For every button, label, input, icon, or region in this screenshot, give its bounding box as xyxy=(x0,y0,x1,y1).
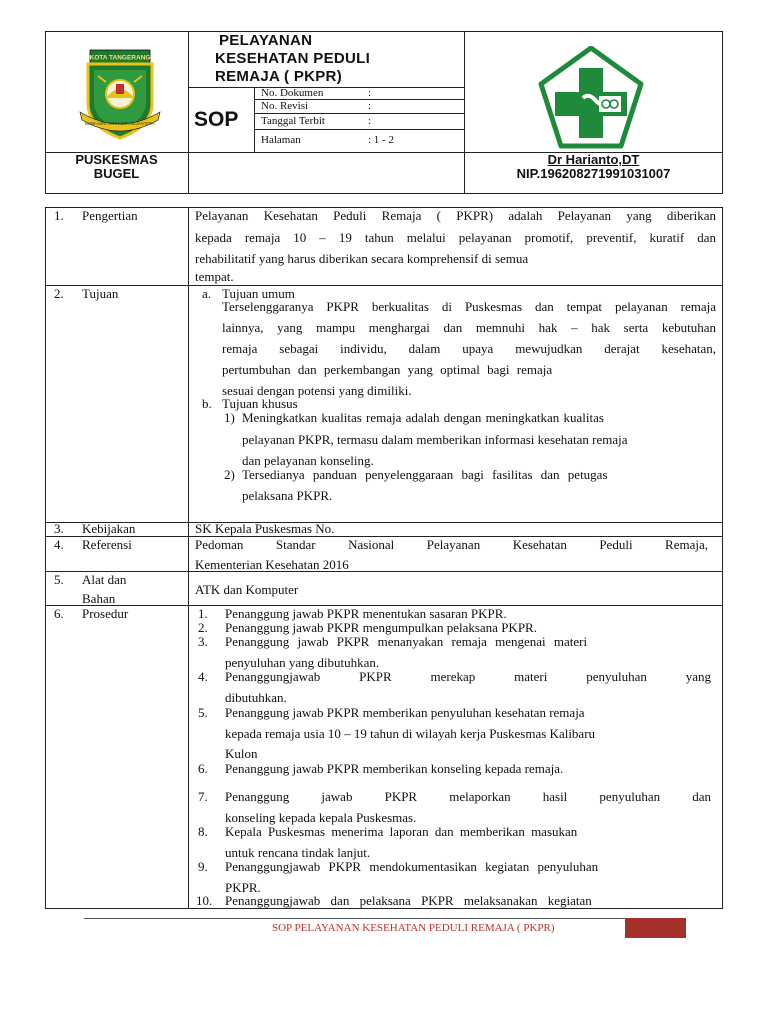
sop-label: SOP xyxy=(194,108,239,131)
step-number: 8. xyxy=(198,824,208,839)
signatory xyxy=(465,153,722,181)
section-text-line: Pedoman Standar Nasional Pelayanan Kesehatan Peduli Remaja, xyxy=(195,537,708,552)
section-title: Tujuan xyxy=(82,286,119,301)
section-text-line: lainnya, yang mampu menghargai dan memnuhi hak – hak serta kebutuhan xyxy=(222,320,716,335)
step-line: Kulon xyxy=(225,746,258,761)
section-text-line: tempat. xyxy=(195,269,234,284)
section-text-line: Kementerian Kesehatan 2016 xyxy=(195,557,349,572)
doc-field-label: Halaman xyxy=(261,134,301,146)
doc-field-value: : 1 - 2 xyxy=(368,134,394,146)
step-number: 5. xyxy=(198,705,208,720)
step-line: Kepala Puskesmas menerima laporan dan memberikan masukan xyxy=(225,824,578,839)
step-number: 1. xyxy=(198,606,208,621)
section-title-line: Alat dan xyxy=(82,572,127,587)
section-text: SK Kepala Puskesmas No. xyxy=(195,521,335,536)
doc-field-label: No. Revisi xyxy=(261,100,309,112)
list-item-line: Meningkatkan kualitas remaja adalah dengan meningkatkan kualitas xyxy=(242,410,604,425)
step-line: Penanggungjawab PKPR merekap materi penyuluhan yang xyxy=(225,669,711,684)
list-item-number: 2) xyxy=(224,467,235,482)
list-item-line: Tersedianya panduan penyelenggaraan bagi fasilitas dan petugas xyxy=(242,467,608,482)
step-line: PKPR. xyxy=(225,880,261,895)
section-title: Pengertian xyxy=(82,208,138,223)
org-name xyxy=(45,153,188,181)
doc-field-label: No. Dokumen xyxy=(261,87,324,99)
doc-field-value: : xyxy=(368,87,372,99)
list-item-line: pelayanan PKPR, termasu dalam memberikan informasi kesehatan remaja xyxy=(242,432,628,447)
doc-field-value: : xyxy=(368,100,372,112)
step-number: 2. xyxy=(198,620,208,635)
subsection-label: a. xyxy=(202,286,212,301)
step-line: dibutuhkan. xyxy=(225,690,287,705)
section-number: 4. xyxy=(54,537,64,552)
step-number: 9. xyxy=(198,859,208,874)
step-number: 3. xyxy=(198,634,208,649)
doc-field-label: Tanggal Terbit xyxy=(261,115,325,127)
step-line: konseling kepada kepala Puskesmas. xyxy=(225,810,417,825)
section-title: Referensi xyxy=(82,537,132,552)
org-name-line: BUGEL xyxy=(93,166,140,181)
kota-tangerang-seal-icon xyxy=(72,46,168,142)
section-number: 5. xyxy=(54,572,64,587)
document-title xyxy=(215,32,370,86)
step-number: 6. xyxy=(198,761,208,776)
section-text-line: pertumbuhan dan perkembangan yang optimal bagi remaja xyxy=(222,362,553,377)
list-item-line: pelaksana PKPR. xyxy=(242,488,333,503)
subsection-title: Tujuan khusus xyxy=(222,396,298,411)
footer-rule xyxy=(84,918,686,919)
step-line: Penanggung jawab PKPR memberikan penyuluhan kesehatan remaja xyxy=(225,705,585,720)
section-text-line: kepada remaja 10 – 19 tahun melalui pelayanan promotif, preventif, kuratif dan xyxy=(195,230,716,245)
section-text-line: Terselenggaranya PKPR berkualitas di Puskesmas dan tempat pelayanan remaja xyxy=(222,299,716,314)
section-number: 1. xyxy=(54,208,64,223)
section-number: 3. xyxy=(54,521,64,536)
section-text: ATK dan Komputer xyxy=(195,582,299,597)
step-line: Penanggungjawab PKPR mendokumentasikan kegiatan penyuluhan xyxy=(225,859,599,874)
subsection-title: Tujuan umum xyxy=(222,286,295,301)
step-line: penyuluhan yang dibutuhkan. xyxy=(225,655,380,670)
step-line: Penanggung jawab PKPR menanyakan remaja mengenai materi xyxy=(225,634,588,649)
section-number: 2. xyxy=(54,286,64,301)
signatory-nip: NIP.196208271991031007 xyxy=(516,166,671,181)
signatory-name: Dr Harianto,DT xyxy=(547,152,640,167)
footer-color-block xyxy=(625,918,686,938)
title-line-1: PELAYANAN xyxy=(219,32,313,49)
title-line-3: REMAJA ( PKPR) xyxy=(215,68,342,85)
list-item-line: dan pelayanan konseling. xyxy=(242,453,374,468)
svg-text:BUMI ASRI ASRI KOTA SEJAHTERA: BUMI ASRI ASRI KOTA SEJAHTERA xyxy=(85,121,155,126)
step-line: untuk rencana tindak lanjut. xyxy=(225,845,371,860)
section-title-line: Bahan xyxy=(82,591,116,606)
section-number: 6. xyxy=(54,606,64,621)
doc-field-value: : xyxy=(368,115,372,127)
subsection-label: b. xyxy=(202,396,212,411)
step-number: 10. xyxy=(196,893,213,908)
step-line: Penanggung jawab PKPR menentukan sasaran PKPR. xyxy=(225,606,507,621)
list-item-number: 1) xyxy=(224,410,235,425)
step-number: 7. xyxy=(198,789,208,804)
step-line: Penanggungjawab dan pelaksana PKPR melaksanakan kegiatan xyxy=(225,893,592,908)
step-line: kepada remaja usia 10 – 19 tahun di wilayah kerja Puskesmas Kalibaru xyxy=(225,726,596,741)
section-title: Kebijakan xyxy=(82,521,136,536)
section-title: Prosedur xyxy=(82,606,129,621)
puskesmas-logo-icon xyxy=(537,46,645,150)
title-line-2: KESEHATAN PEDULI xyxy=(215,50,371,67)
svg-text:KOTA TANGERANG: KOTA TANGERANG xyxy=(89,54,151,62)
step-number: 4. xyxy=(198,669,208,684)
section-text-line: sesuai dengan potensi yang dimiliki. xyxy=(222,383,412,398)
step-line: Penanggung jawab PKPR memberikan konseling kepada remaja. xyxy=(225,761,564,776)
step-line: Penanggung jawab PKPR mengumpulkan pelaksana PKPR. xyxy=(225,620,537,635)
footer-text: SOP PELAYANAN KESEHATAN PEDULI REMAJA ( PKPR) xyxy=(272,922,555,934)
section-text-line: Pelayanan Kesehatan Peduli Remaja ( PKPR) adalah Pelayanan yang diberikan xyxy=(195,208,716,223)
section-text-line: remaja sebagai individu, dalam upaya mewujudkan derajat kesehatan, xyxy=(222,341,716,356)
org-name-line: PUSKESMAS xyxy=(75,152,158,167)
step-line: Penanggung jawab PKPR melaporkan hasil penyuluhan dan xyxy=(225,789,711,804)
section-text-line: rehabilitatif yang harus diberikan secara komprehensif di semua xyxy=(195,251,529,266)
